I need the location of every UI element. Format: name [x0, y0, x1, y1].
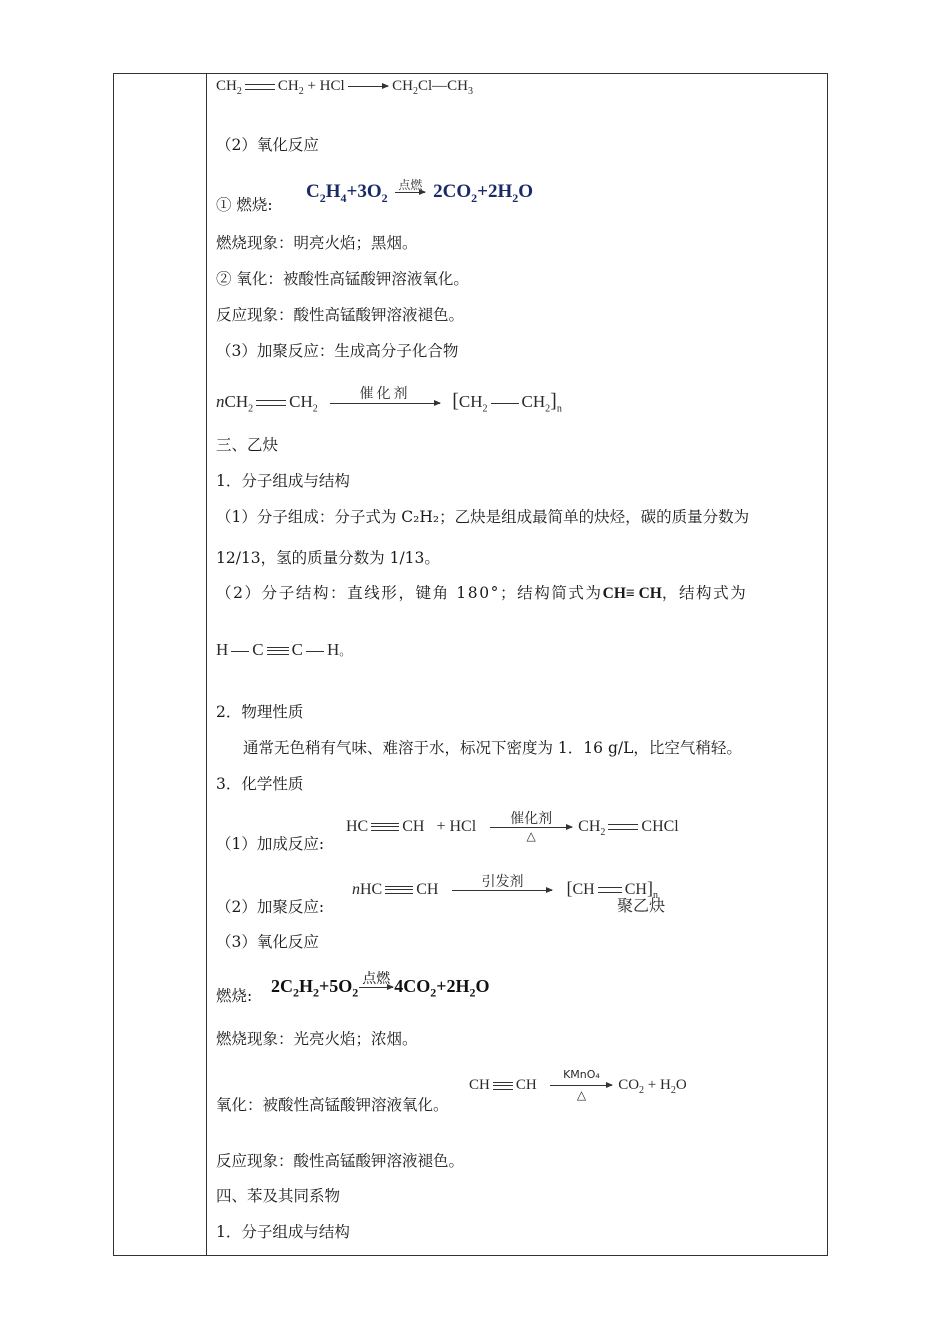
equation-kmno4-oxidation: CH CH KMnO₄ △ $CO_2 + H_2O$: [469, 1068, 687, 1103]
composition-line-b: 12/13，氢的质量分数为 1/13。: [216, 549, 440, 567]
physical-properties: 通常无色稍有气味、难溶于水，标况下密度为 1．16 g/L，比空气稍轻。: [243, 739, 742, 757]
table-column-divider: [206, 73, 207, 1256]
addition-label: （1）加成反应:: [216, 835, 325, 853]
section3-heading: 3．化学性质: [216, 775, 304, 793]
burn2-phenomenon: 燃烧现象：光亮火焰；浓烟。: [216, 1030, 418, 1048]
addition-polymerization-heading: （3）加聚反应：生成高分子化合物: [216, 342, 459, 360]
polymerization-label: （2）加聚反应:: [216, 898, 325, 916]
equation-acetylene-addition: HC CH + HCl 催化剂 △ $CH_2$ CHCl: [346, 810, 679, 843]
oxidation1: ② 氧化：被酸性高锰酸钾溶液氧化。: [216, 270, 469, 288]
oxidation1-phenomenon: 反应现象：酸性高锰酸钾溶液褪色。: [216, 306, 465, 324]
structural-formula: H C C H。: [216, 640, 352, 659]
section2-heading: 2．物理性质: [216, 703, 304, 721]
polyacetylene-name: 聚乙炔: [617, 898, 666, 915]
equation-acetylene-polymerization: nHC CH 引发剂 [CH $CH]_n$: [352, 873, 658, 902]
burn1-phenomenon: 燃烧现象：明亮火焰；黑烟。: [216, 234, 418, 252]
acetylene-title: 三、乙炔: [216, 436, 279, 454]
equation-ethylene-polymerization: nCH$_2$ $CH_2$ 催化剂 [$CH_2$ $CH_2]_n$: [216, 385, 562, 415]
oxidation2-heading: （3）氧化反应: [216, 933, 319, 951]
burn2-label: 燃烧:: [216, 987, 253, 1005]
oxidation-heading: （2）氧化反应: [216, 136, 319, 154]
equation-ethylene-burn: $C_2H_4+3O_2$ 点燃 $2CO_2+2H_2O$: [306, 178, 534, 205]
structure-line: （2）分子结构：直线形，键角 180°；结构简式为CH≡ CH，结构式为: [216, 584, 748, 602]
composition-line-a: （1）分子组成：分子式为 C₂H₂；乙炔是组成最简单的炔烃，碳的质量分数为: [216, 508, 750, 526]
section1-heading: 1．分子组成与结构: [216, 472, 350, 490]
burn1-label: ① 燃烧:: [216, 196, 273, 214]
equation-ethylene-hcl: $CH_2$ $CH_2$ + HCl $CH_2Cl—CH_3$: [216, 78, 474, 97]
structural-simple-formula: CH≡ CH: [602, 585, 662, 602]
benzene-title: 四、苯及其同系物: [216, 1187, 341, 1205]
oxidation2: 氧化：被酸性高锰酸钾溶液氧化。: [216, 1096, 449, 1114]
oxidation2-phenomenon: 反应现象：酸性高锰酸钾溶液褪色。: [216, 1152, 465, 1170]
section4-heading: 1．分子组成与结构: [216, 1223, 350, 1241]
equation-acetylene-burn: $2C_2H_2+5O_2$ 点燃 $4CO_2+2H_2O$: [271, 971, 490, 1000]
